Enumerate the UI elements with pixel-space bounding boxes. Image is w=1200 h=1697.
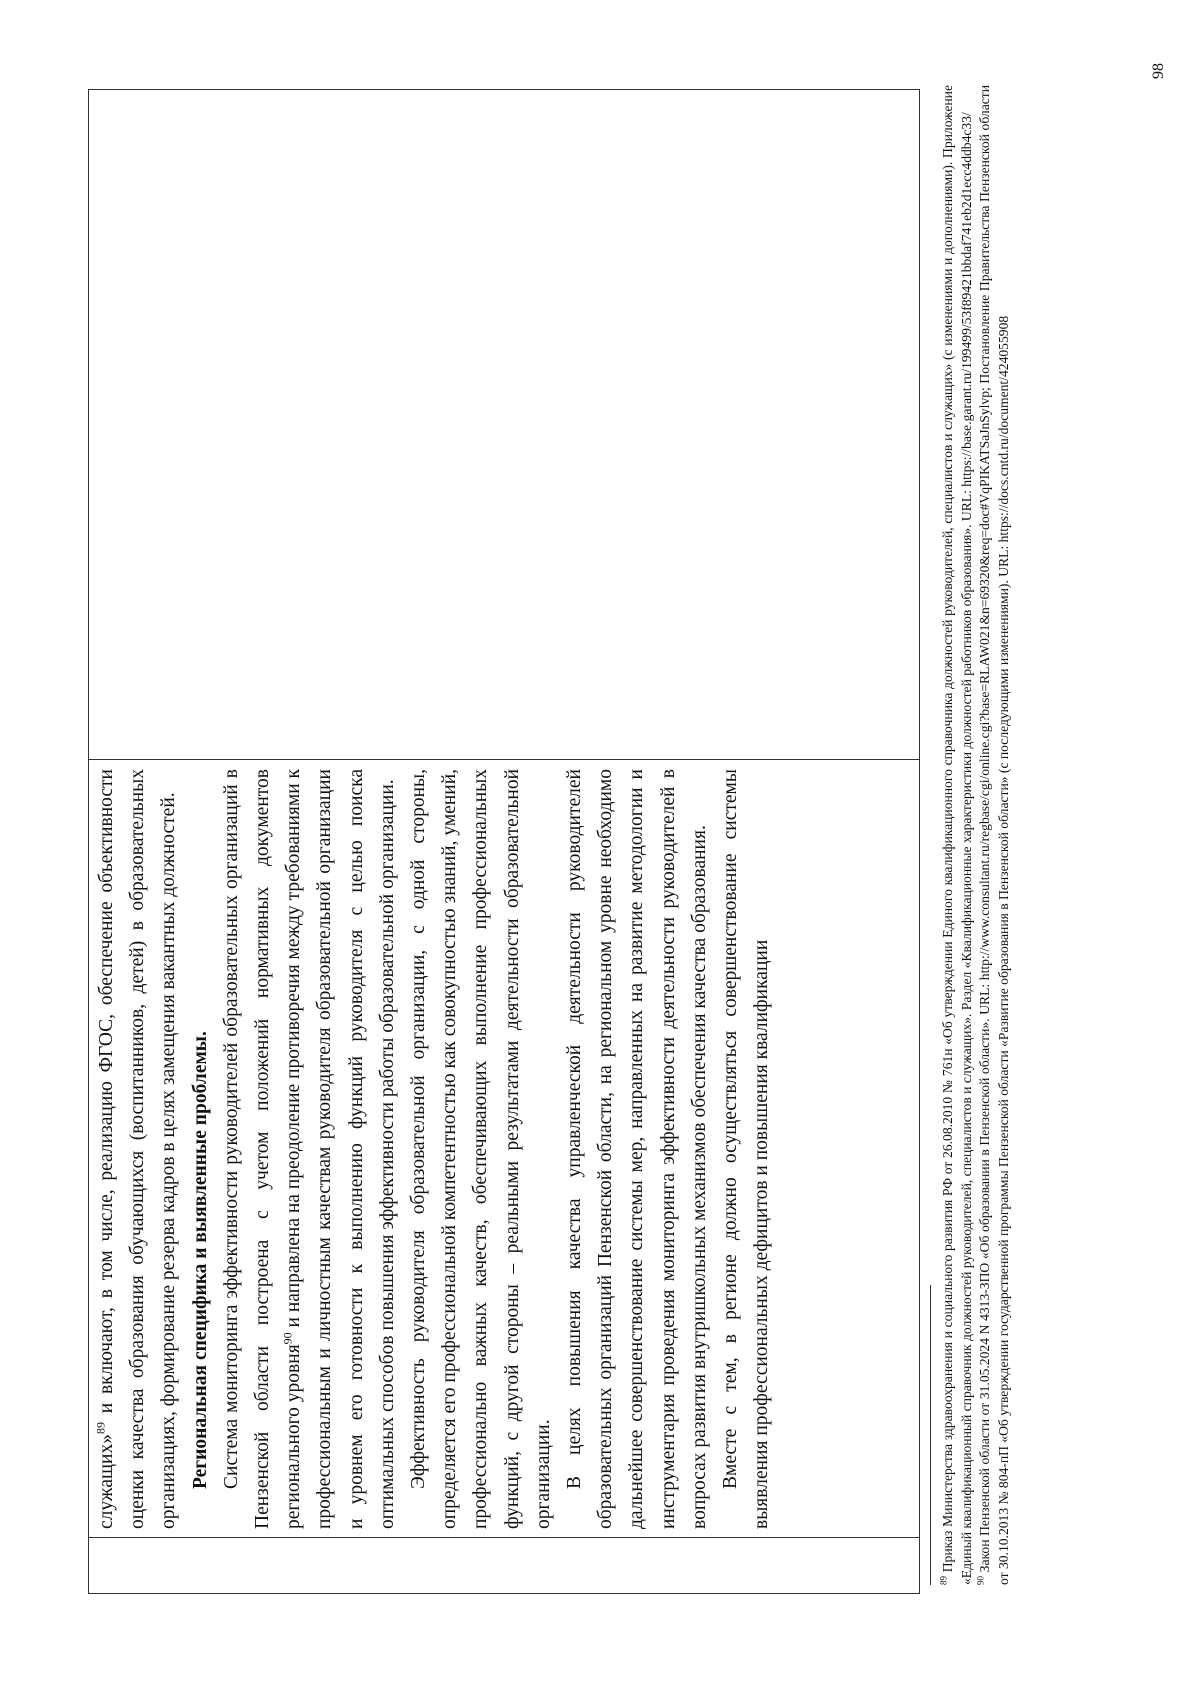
table-frame bbox=[88, 89, 920, 1594]
paragraph-2-start: Система мониторинга эффективности руководителей образовательных организаций в Пензенской области построена с учетом положений нормативных документов регионального уровня bbox=[220, 769, 305, 1529]
section-heading: Региональная специфика и выявленные проблемы. bbox=[189, 1031, 211, 1489]
footnote-separator bbox=[930, 1285, 931, 1585]
footnote-ref-90: 90 bbox=[280, 1332, 295, 1345]
paragraph-2-rest: и направлена на преодоление противоречия между требованиями к профессиональным и личностным качествам руководителя образовательной организации и уровнем его готовности к выполнению функций руководителя с целью поиска оптимальных способов повышения эффективности работы образовательной организации. bbox=[283, 769, 398, 1529]
footnote-89 bbox=[939, 85, 976, 1585]
table-empty-right-cell bbox=[89, 90, 919, 760]
paragraph-1-rest: и включают, в том числе, реализацию ФГОС, обеспечение объективности оценки качества образования обучающихся (воспитанников, детей) в образовательных организациях, формирование резерва кадров в целях замещения вакантных должностей. bbox=[96, 769, 180, 1529]
page-number: 98 bbox=[1150, 63, 1167, 79]
paragraph-2 bbox=[216, 769, 403, 1529]
table-empty-left-cell bbox=[89, 1537, 919, 1593]
footnotes bbox=[930, 85, 1130, 1585]
table-text-cell bbox=[91, 769, 919, 1529]
paragraph-3: Эффективность руководителя образовательной организации, с одной стороны, определяется его профессиональной компетентностью как совокупностью знаний, умений, профессионально важных качеств, обеспечивающих выполнение профессиональных функций, с другой стороны – реальными результатами деятельности образовательной организации. bbox=[408, 769, 554, 1529]
paragraph-1-start: служащих» bbox=[96, 1434, 117, 1529]
paragraph-4: В целях повышения качества управленческой деятельности руководителей образовательных организаций Пензенской области, на региональном уровне необходимо дальнейшее совершенствование системы мер, направленных на развитие методологии и инструментария проведения мониторинга эффективности деятельности руководителей в вопросах развития внутришкольных механизмов обеспечения качества образования. bbox=[564, 769, 710, 1529]
footnote-ref-89: 89 bbox=[93, 1422, 108, 1435]
paragraph-5: Вместе с тем, в регионе должно осуществляться совершенствование системы выявления профессиональных дефицитов и повышения квалификации bbox=[720, 769, 773, 1529]
footnote-90 bbox=[976, 85, 1013, 1585]
footnote-89-mark: 89 bbox=[938, 1576, 949, 1585]
footnote-89-text: Приказ Министерства здравоохранения и социального развития РФ от 26.08.2010 № 761н «Об утверждении Единого квалификационного справочника должностей руководителей, специалистов и служащих» (с изменениями и дополнениями). Приложение «Единый квалификационный справочник должностей руководителей, специалистов и служащих». Раздел «Квалификационные характеристики должностей работников образования». URL: https://base.garant.ru/199499/53f89421bbdaf741eb2d1ecc4ddb4c33/ bbox=[940, 85, 974, 1585]
footnote-90-mark: 90 bbox=[975, 1576, 986, 1585]
footnote-90-text: Закон Пензенской области от 31.05.2024 N 4313-ЗПО «Об образовании в Пензенской области». URL: http://www.consultant.ru/regbase/cgi/online.cgi?base=RLAW021&n=69320&req=doc#VqPIKATSaJnSylvp; Постановление Правительства Пензенской области от 30.10.2013 № 804-пП «Об утверждении государственной программы Пензенской области «Развитие образования в Пензенской области» (с последующими изменениями). URL: https://docs.cntd.ru/document/424055908 bbox=[977, 85, 1011, 1585]
paragraph-1 bbox=[91, 769, 185, 1529]
